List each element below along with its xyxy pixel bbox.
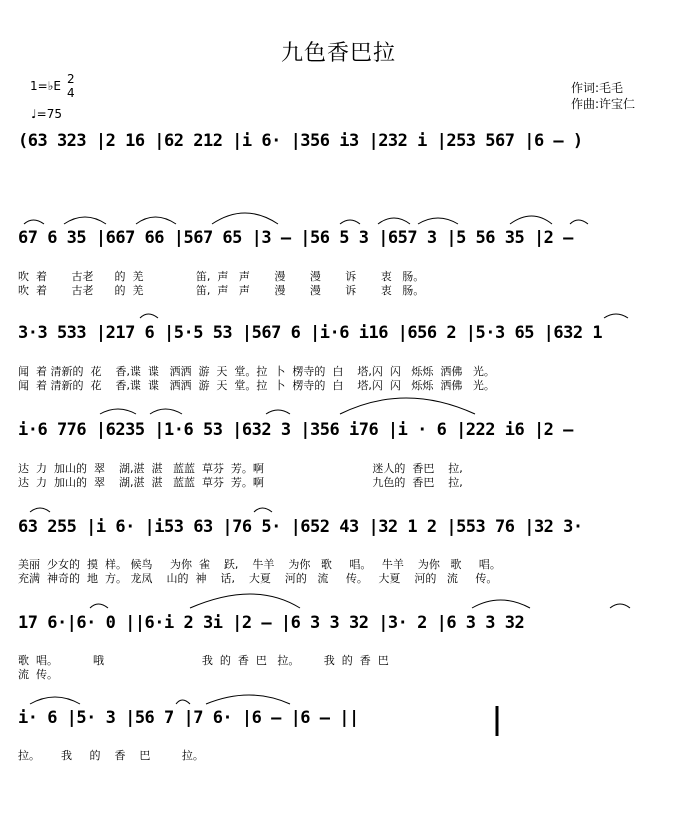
lyric-verse-2: 吹 着 古老 的 羌 笛, 声 声 漫 漫 诉 衷 肠。 bbox=[18, 284, 425, 297]
slur bbox=[150, 409, 182, 414]
notation: 3·3 533 |217 6 |5·5 53 |567 6 |i·6 i16 |656 2 |5·3 65 |632 1 bbox=[18, 323, 603, 343]
lyric-verse-1: 吹 着 古老 的 羌 笛, 声 声 漫 漫 诉 衷 肠。 bbox=[18, 270, 425, 283]
lyricist-credit: 作词:毛毛 bbox=[571, 81, 624, 95]
lyric-verse-1: 闻 着 清新的 花 香,谍 谍 洒洒 游 天 堂。拉 卜 楞寺的 白 塔,闪 闪 烁烁 洒佛 光。 bbox=[18, 365, 495, 378]
slur bbox=[510, 216, 552, 224]
time-bottom: 4 bbox=[67, 86, 75, 100]
slur bbox=[90, 604, 108, 608]
notation: 63 255 |i 6· |i53 63 |76 5· |652 43 |32 1 2 |553 76 |32 3· bbox=[18, 517, 583, 537]
slur bbox=[472, 600, 530, 608]
slur bbox=[24, 220, 44, 224]
slur bbox=[266, 410, 290, 414]
tempo-marking: ♩=75 bbox=[31, 107, 62, 121]
lyric-verse-2: 达 力 加山的 翠 湖,湛 湛 蓝蓝 草芬 芳。啊 九色的 香巴 拉, bbox=[18, 476, 463, 489]
notation: i·6 776 |6235 |1·6 53 |632 3 |356 i76 |i · 6 |222 i6 |2 — bbox=[18, 420, 573, 440]
slur bbox=[378, 218, 410, 224]
slur bbox=[30, 508, 50, 512]
composer-credit: 作曲:许宝仁 bbox=[571, 97, 636, 111]
time-top: 2 bbox=[67, 72, 75, 86]
slur bbox=[340, 398, 475, 414]
slur bbox=[254, 508, 272, 512]
lyric-verse-2: 流 传。 bbox=[18, 668, 58, 681]
slur bbox=[340, 220, 360, 224]
slur bbox=[64, 217, 106, 224]
lyric-verse-1: 拉。 我 的 香 巴 拉。 bbox=[18, 749, 204, 762]
lyric-verse-1: 达 力 加山的 翠 湖,湛 湛 蓝蓝 草芬 芳。啊 迷人的 香巴 拉, bbox=[18, 462, 463, 475]
slur bbox=[206, 695, 290, 704]
slur bbox=[212, 213, 278, 224]
slur bbox=[100, 409, 136, 414]
slur bbox=[418, 218, 458, 224]
slur bbox=[610, 604, 630, 608]
lyric-verse-2: 闻 着 清新的 花 香,谍 谍 洒洒 游 天 堂。拉 卜 楞寺的 白 塔,闪 闪 烁烁 洒佛 光。 bbox=[18, 379, 495, 392]
notation: 67 6 35 |667 66 |567 65 |3 — |56 5 3 |657 3 |5 56 35 |2 — bbox=[18, 228, 573, 248]
key-label: 1=♭E bbox=[30, 79, 61, 93]
slur bbox=[604, 314, 628, 318]
slur bbox=[190, 594, 300, 608]
notation: i· 6 |5· 3 |56 7 |7 6· |6 — |6 — || bbox=[18, 708, 359, 728]
slur bbox=[136, 217, 176, 224]
slur bbox=[140, 314, 158, 318]
notation: 17 6·|6· 0 ||6·i 2 3i |2 — |6 3 3 32 |3· 2 |6 3 3 32 bbox=[18, 613, 525, 633]
lyric-verse-1: 美丽 少女的 摸 样。 候鸟 为你 雀 跃, 牛羊 为你 歌 唱。 牛羊 为你 歌 唱。 bbox=[18, 558, 501, 571]
song-title: 九色香巴拉 bbox=[280, 41, 396, 66]
lyric-verse-1: 歌 唱。 哦 我 的 香 巴 拉。 我 的 香 巴 bbox=[18, 654, 389, 667]
notation: (63 323 |2 16 |62 212 |i 6· |356 i3 |232 i |253 567 |6 — ) bbox=[18, 131, 583, 151]
slur bbox=[570, 220, 588, 224]
slur bbox=[30, 697, 80, 704]
lyric-verse-2: 充满 神奇的 地 方。 龙凤 山的 神 话, 大夏 河的 流 传。 大夏 河的 流 传。 bbox=[18, 572, 498, 585]
slur bbox=[176, 700, 190, 704]
